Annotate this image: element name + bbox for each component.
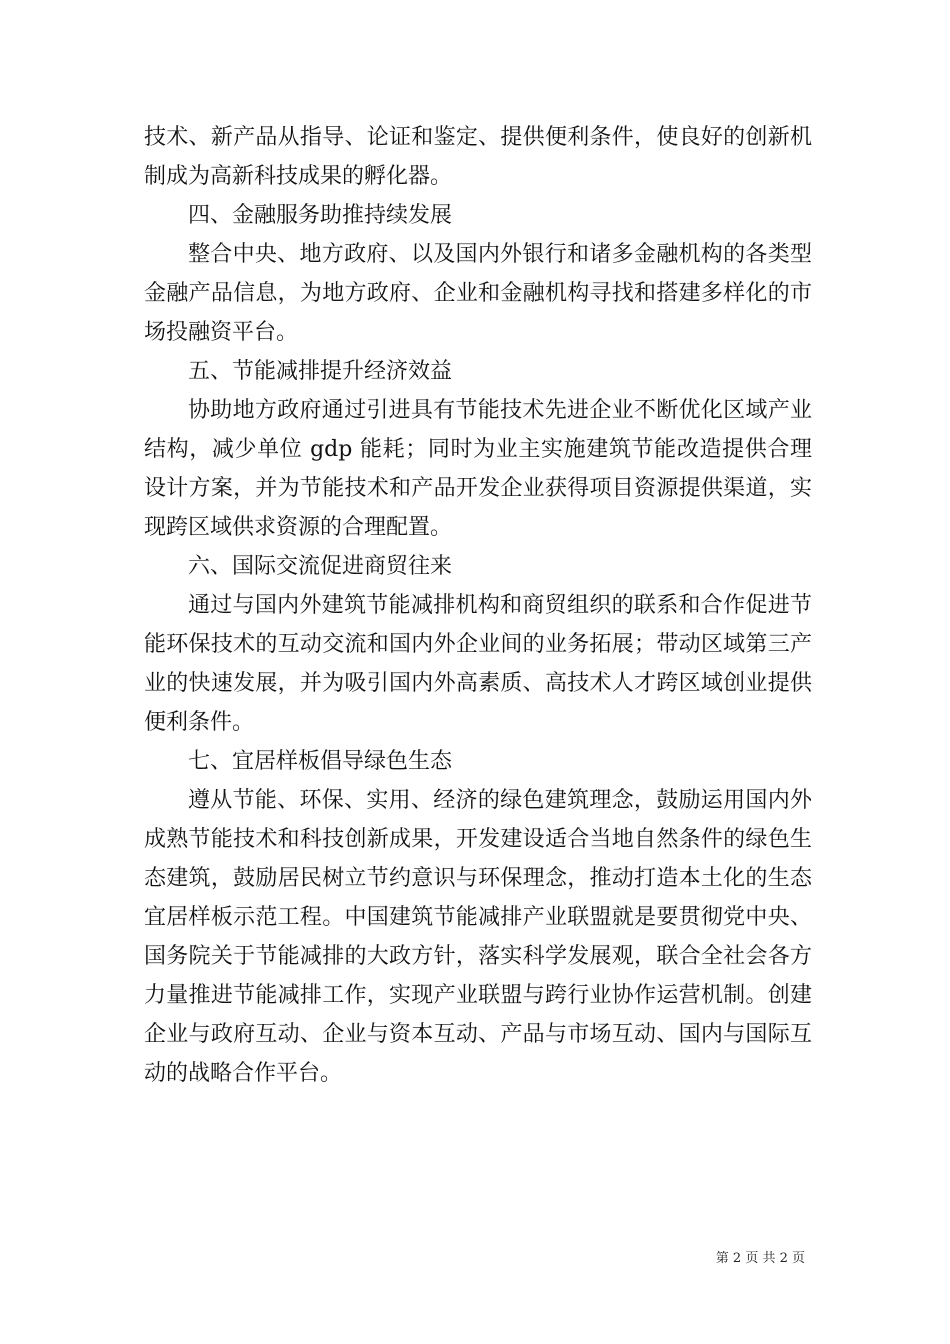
- document-body: [144, 118, 812, 1093]
- page-number: 第 2 页 共 2 页: [715, 1251, 805, 1266]
- section-heading-green: 七、宜居样板倡导绿色生态: [188, 749, 453, 774]
- paragraph-energy: 协助地方政府通过引进具有节能技术先进企业不断优化区域产业结构，减少单位 gdp 能耗；同时为业主实施建筑节能改造提供合理设计方案，并为节能技术和产品开发企业获得项目资源提供渠道，实现跨区域供求资源的合理配置。: [144, 398, 812, 540]
- paragraph-international: 通过与国内外建筑节能减排机构和商贸组织的联系和合作促进节能环保技术的互动交流和国内外企业间的业务拓展；带动区域第三产业的快速发展，并为吸引国内外高素质、高技术人才跨区域创业提供便利条件。: [144, 593, 812, 735]
- paragraph-green: 遵从节能、环保、实用、经济的绿色建筑理念，鼓励运用国内外成熟节能技术和科技创新成果，开发建设适合当地自然条件的绿色生态建筑，鼓励居民树立节约意识与环保理念，推动打造本土化的生态宜居样板示范工程。中国建筑节能减排产业联盟就是要贯彻党中央、国务院关于节能减排的大政方针，落实科学发展观，联合全社会各方力量推进节能减排工作，实现产业联盟与跨行业协作运营机制。创建企业与政府互动、企业与资本互动、产品与市场互动、国内与国际互动的战略合作平台。: [144, 788, 812, 1086]
- section-heading-finance: 四、金融服务助推持续发展: [188, 203, 453, 228]
- paragraph-finance: 整合中央、地方政府、以及国内外银行和诸多金融机构的各类型金融产品信息，为地方政府、企业和金融机构寻找和搭建多样化的市场投融资平台。: [144, 242, 812, 345]
- section-heading-international: 六、国际交流促进商贸往来: [188, 554, 453, 579]
- paragraph-continuation: 技术、新产品从指导、论证和鉴定、提供便利条件，使良好的创新机制成为高新科技成果的孵化器。: [144, 125, 812, 189]
- section-heading-energy: 五、节能减排提升经济效益: [188, 359, 453, 384]
